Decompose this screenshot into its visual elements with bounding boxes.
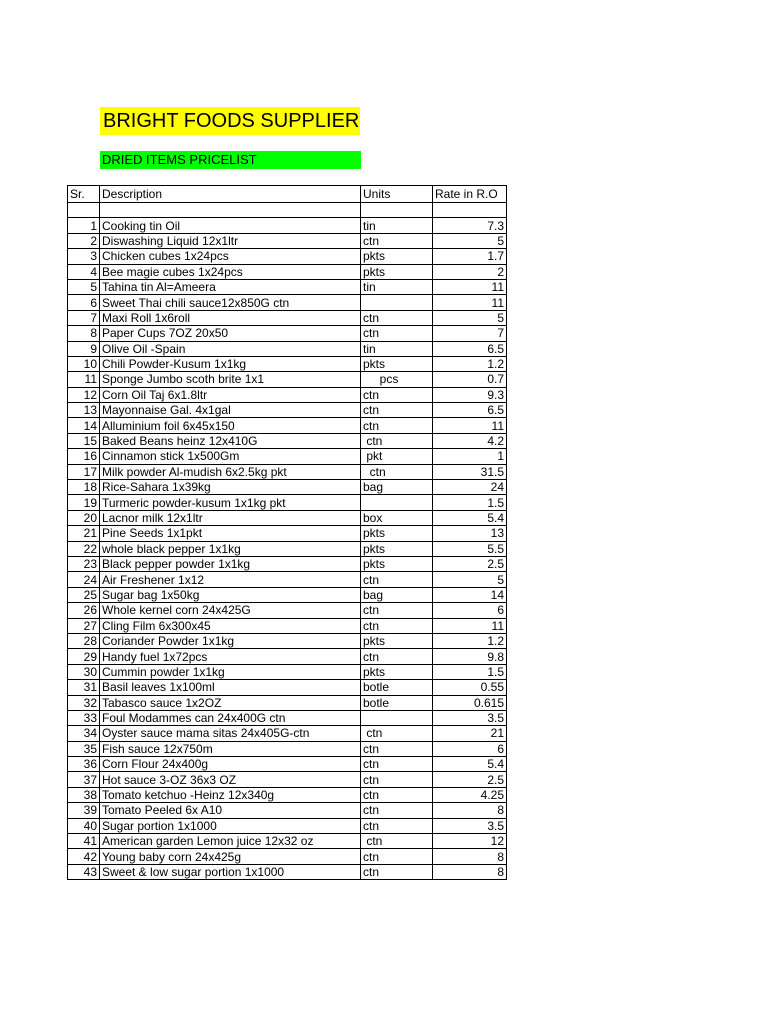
cell-description: Whole kernel corn 24x425G — [100, 603, 361, 618]
cell-units: box — [361, 510, 433, 525]
table-row — [68, 710, 507, 725]
cell-units: pkts — [361, 264, 433, 279]
cell-rate: 11 — [433, 295, 507, 310]
cell-description: Diswashing Liquid 12x1ltr — [100, 233, 361, 248]
cell-units: ctn — [361, 818, 433, 833]
cell-sr: 26 — [68, 603, 100, 618]
cell-units: ctn — [361, 572, 433, 587]
cell-rate: 0.55 — [433, 680, 507, 695]
cell-units: bag — [361, 587, 433, 602]
cell-rate: 3.5 — [433, 818, 507, 833]
cell-units: pcs — [361, 372, 433, 387]
cell-sr: 21 — [68, 526, 100, 541]
cell-description: Cummin powder 1x1kg — [100, 664, 361, 679]
cell-description: Lacnor milk 12x1ltr — [100, 510, 361, 525]
table-row — [68, 603, 507, 618]
table-row — [68, 295, 507, 310]
cell-rate: 2 — [433, 264, 507, 279]
cell-description: Bee magie cubes 1x24pcs — [100, 264, 361, 279]
cell-description: Sugar bag 1x50kg — [100, 587, 361, 602]
cell-units: ctn — [361, 310, 433, 325]
cell-rate: 6 — [433, 741, 507, 756]
header-rate: Rate in R.O — [433, 186, 507, 203]
cell-sr: 23 — [68, 556, 100, 571]
cell-sr: 3 — [68, 249, 100, 264]
cell-units: ctn — [361, 649, 433, 664]
cell-sr: 22 — [68, 541, 100, 556]
table-row — [68, 572, 507, 587]
cell-sr: 42 — [68, 849, 100, 864]
cell-description: Baked Beans heinz 12x410G — [100, 433, 361, 448]
table-row — [68, 464, 507, 479]
cell-rate: 1.2 — [433, 356, 507, 371]
cell-rate: 0.7 — [433, 372, 507, 387]
cell-sr: 32 — [68, 695, 100, 710]
cell-rate: 6.5 — [433, 403, 507, 418]
cell-rate: 2.5 — [433, 772, 507, 787]
cell-description: Olive Oil -Spain — [100, 341, 361, 356]
table-row — [68, 695, 507, 710]
cell-sr: 41 — [68, 834, 100, 849]
cell-sr: 35 — [68, 741, 100, 756]
blank-cell — [100, 203, 361, 218]
cell-rate: 6.5 — [433, 341, 507, 356]
blank-cell — [433, 203, 507, 218]
table-row — [68, 326, 507, 341]
table-row — [68, 587, 507, 602]
cell-sr: 17 — [68, 464, 100, 479]
table-row — [68, 510, 507, 525]
cell-description: Cinnamon stick 1x500Gm — [100, 449, 361, 464]
cell-units: pkts — [361, 249, 433, 264]
cell-description: Chili Powder-Kusum 1x1kg — [100, 356, 361, 371]
cell-description: Sugar portion 1x1000 — [100, 818, 361, 833]
cell-sr: 36 — [68, 757, 100, 772]
cell-description: Chicken cubes 1x24pcs — [100, 249, 361, 264]
cell-description: Fish sauce 12x750m — [100, 741, 361, 756]
cell-units — [361, 710, 433, 725]
cell-units: pkt — [361, 449, 433, 464]
cell-units: botle — [361, 680, 433, 695]
cell-units: pkts — [361, 356, 433, 371]
table-row — [68, 418, 507, 433]
cell-rate: 11 — [433, 618, 507, 633]
header-sr: Sr. — [68, 186, 100, 203]
table-row — [68, 279, 507, 294]
cell-units: ctn — [361, 864, 433, 879]
cell-description: Sweet & low sugar portion 1x1000 — [100, 864, 361, 879]
table-row — [68, 803, 507, 818]
pricelist-table — [67, 185, 507, 880]
cell-units: ctn — [361, 757, 433, 772]
blank-cell — [68, 203, 100, 218]
table-row — [68, 772, 507, 787]
cell-units: ctn — [361, 387, 433, 402]
cell-description: Turmeric powder-kusum 1x1kg pkt — [100, 495, 361, 510]
cell-sr: 37 — [68, 772, 100, 787]
cell-rate: 7 — [433, 326, 507, 341]
cell-rate: 3.5 — [433, 710, 507, 725]
cell-description: Sweet Thai chili sauce12x850G ctn — [100, 295, 361, 310]
cell-sr: 2 — [68, 233, 100, 248]
pricelist-subtitle: DRIED ITEMS PRICELIST — [100, 151, 361, 169]
cell-units: ctn — [361, 433, 433, 448]
cell-sr: 4 — [68, 264, 100, 279]
cell-units: ctn — [361, 464, 433, 479]
cell-rate: 9.8 — [433, 649, 507, 664]
cell-description: Rice-Sahara 1x39kg — [100, 480, 361, 495]
cell-description: Maxi Roll 1x6roll — [100, 310, 361, 325]
cell-sr: 18 — [68, 480, 100, 495]
cell-rate: 5.4 — [433, 510, 507, 525]
cell-rate: 24 — [433, 480, 507, 495]
cell-sr: 19 — [68, 495, 100, 510]
cell-description: American garden Lemon juice 12x32 oz — [100, 834, 361, 849]
cell-rate: 1.2 — [433, 633, 507, 648]
cell-rate: 5.4 — [433, 757, 507, 772]
cell-description: Tabasco sauce 1x2OZ — [100, 695, 361, 710]
cell-sr: 1 — [68, 218, 100, 233]
cell-sr: 38 — [68, 787, 100, 802]
table-row — [68, 618, 507, 633]
table-row — [68, 726, 507, 741]
cell-rate: 5.5 — [433, 541, 507, 556]
table-row — [68, 403, 507, 418]
cell-description: Paper Cups 7OZ 20x50 — [100, 326, 361, 341]
header-units: Units — [361, 186, 433, 203]
cell-rate: 12 — [433, 834, 507, 849]
table-row — [68, 218, 507, 233]
table-row — [68, 526, 507, 541]
cell-description: Air Freshener 1x12 — [100, 572, 361, 587]
cell-description: Mayonnaise Gal. 4x1gal — [100, 403, 361, 418]
cell-units: ctn — [361, 603, 433, 618]
header-description: Description — [100, 186, 361, 203]
cell-rate: 5 — [433, 310, 507, 325]
cell-units: ctn — [361, 233, 433, 248]
cell-sr: 34 — [68, 726, 100, 741]
cell-sr: 6 — [68, 295, 100, 310]
cell-units: pkts — [361, 556, 433, 571]
cell-description: Corn Flour 24x400g — [100, 757, 361, 772]
cell-rate: 1.5 — [433, 495, 507, 510]
cell-units: tin — [361, 218, 433, 233]
cell-rate: 13 — [433, 526, 507, 541]
cell-units: ctn — [361, 618, 433, 633]
cell-sr: 29 — [68, 649, 100, 664]
cell-units: tin — [361, 341, 433, 356]
cell-units — [361, 295, 433, 310]
cell-sr: 5 — [68, 279, 100, 294]
cell-sr: 8 — [68, 326, 100, 341]
cell-sr: 20 — [68, 510, 100, 525]
cell-description: whole black pepper 1x1kg — [100, 541, 361, 556]
table-row — [68, 433, 507, 448]
table-row — [68, 341, 507, 356]
cell-sr: 39 — [68, 803, 100, 818]
cell-sr: 28 — [68, 633, 100, 648]
cell-description: Milk powder Al-mudish 6x2.5kg pkt — [100, 464, 361, 479]
table-row — [68, 356, 507, 371]
cell-description: Sponge Jumbo scoth brite 1x1 — [100, 372, 361, 387]
cell-units: bag — [361, 480, 433, 495]
page-title: BRIGHT FOODS SUPPLIER — [100, 107, 360, 135]
table-row — [68, 633, 507, 648]
cell-sr: 43 — [68, 864, 100, 879]
cell-rate: 31.5 — [433, 464, 507, 479]
cell-sr: 24 — [68, 572, 100, 587]
cell-rate: 4.25 — [433, 787, 507, 802]
cell-sr: 15 — [68, 433, 100, 448]
cell-rate: 11 — [433, 279, 507, 294]
cell-sr: 31 — [68, 680, 100, 695]
cell-sr: 12 — [68, 387, 100, 402]
table-row — [68, 480, 507, 495]
cell-description: Young baby corn 24x425g — [100, 849, 361, 864]
blank-cell — [361, 203, 433, 218]
table-row — [68, 834, 507, 849]
table-row — [68, 310, 507, 325]
cell-units: ctn — [361, 726, 433, 741]
cell-rate: 9.3 — [433, 387, 507, 402]
cell-units: ctn — [361, 403, 433, 418]
cell-rate: 6 — [433, 603, 507, 618]
table-row — [68, 664, 507, 679]
cell-sr: 30 — [68, 664, 100, 679]
cell-sr: 33 — [68, 710, 100, 725]
cell-sr: 27 — [68, 618, 100, 633]
cell-units: pkts — [361, 664, 433, 679]
cell-units: ctn — [361, 787, 433, 802]
cell-sr: 9 — [68, 341, 100, 356]
cell-units: tin — [361, 279, 433, 294]
cell-units: ctn — [361, 803, 433, 818]
cell-rate: 8 — [433, 864, 507, 879]
cell-rate: 21 — [433, 726, 507, 741]
cell-units: ctn — [361, 772, 433, 787]
cell-sr: 11 — [68, 372, 100, 387]
cell-description: Pine Seeds 1x1pkt — [100, 526, 361, 541]
table-row — [68, 264, 507, 279]
cell-sr: 7 — [68, 310, 100, 325]
cell-description: Alluminium foil 6x45x150 — [100, 418, 361, 433]
cell-description: Tomato ketchuo -Heinz 12x340g — [100, 787, 361, 802]
table-row — [68, 680, 507, 695]
cell-description: Handy fuel 1x72pcs — [100, 649, 361, 664]
table-header-row — [68, 186, 507, 203]
table-row — [68, 818, 507, 833]
cell-description: Basil leaves 1x100ml — [100, 680, 361, 695]
cell-rate: 8 — [433, 849, 507, 864]
cell-units: ctn — [361, 834, 433, 849]
cell-sr: 10 — [68, 356, 100, 371]
cell-description: Black pepper powder 1x1kg — [100, 556, 361, 571]
cell-units: pkts — [361, 633, 433, 648]
table-row — [68, 372, 507, 387]
cell-description: Cling Film 6x300x45 — [100, 618, 361, 633]
cell-description: Corn Oil Taj 6x1.8ltr — [100, 387, 361, 402]
table-row — [68, 741, 507, 756]
cell-sr: 13 — [68, 403, 100, 418]
table-row — [68, 787, 507, 802]
table-row — [68, 249, 507, 264]
cell-units: ctn — [361, 741, 433, 756]
cell-sr: 14 — [68, 418, 100, 433]
cell-rate: 0.615 — [433, 695, 507, 710]
cell-units: ctn — [361, 418, 433, 433]
cell-description: Tahina tin Al=Ameera — [100, 279, 361, 294]
cell-rate: 1.5 — [433, 664, 507, 679]
cell-description: Coriander Powder 1x1kg — [100, 633, 361, 648]
cell-description: Oyster sauce mama sitas 24x405G-ctn — [100, 726, 361, 741]
table-row — [68, 864, 507, 879]
cell-rate: 11 — [433, 418, 507, 433]
cell-description: Tomato Peeled 6x A10 — [100, 803, 361, 818]
cell-rate: 14 — [433, 587, 507, 602]
cell-units: pkts — [361, 541, 433, 556]
cell-units: pkts — [361, 526, 433, 541]
cell-sr: 16 — [68, 449, 100, 464]
cell-units: ctn — [361, 326, 433, 341]
cell-rate: 1.7 — [433, 249, 507, 264]
table-row — [68, 649, 507, 664]
cell-rate: 1 — [433, 449, 507, 464]
cell-sr: 40 — [68, 818, 100, 833]
cell-description: Foul Modammes can 24x400G ctn — [100, 710, 361, 725]
blank-row — [68, 203, 507, 218]
cell-description: Cooking tin Oil — [100, 218, 361, 233]
cell-sr: 25 — [68, 587, 100, 602]
table-row — [68, 387, 507, 402]
table-row — [68, 541, 507, 556]
table-row — [68, 233, 507, 248]
cell-description: Hot sauce 3-OZ 36x3 OZ — [100, 772, 361, 787]
cell-units — [361, 495, 433, 510]
table-row — [68, 495, 507, 510]
cell-units: ctn — [361, 849, 433, 864]
pricelist-table-body — [68, 186, 507, 880]
table-row — [68, 556, 507, 571]
cell-rate: 5 — [433, 572, 507, 587]
cell-rate: 5 — [433, 233, 507, 248]
cell-rate: 4.2 — [433, 433, 507, 448]
table-row — [68, 849, 507, 864]
table-row — [68, 757, 507, 772]
table-row — [68, 449, 507, 464]
cell-rate: 2.5 — [433, 556, 507, 571]
cell-units: botle — [361, 695, 433, 710]
cell-rate: 8 — [433, 803, 507, 818]
cell-rate: 7.3 — [433, 218, 507, 233]
